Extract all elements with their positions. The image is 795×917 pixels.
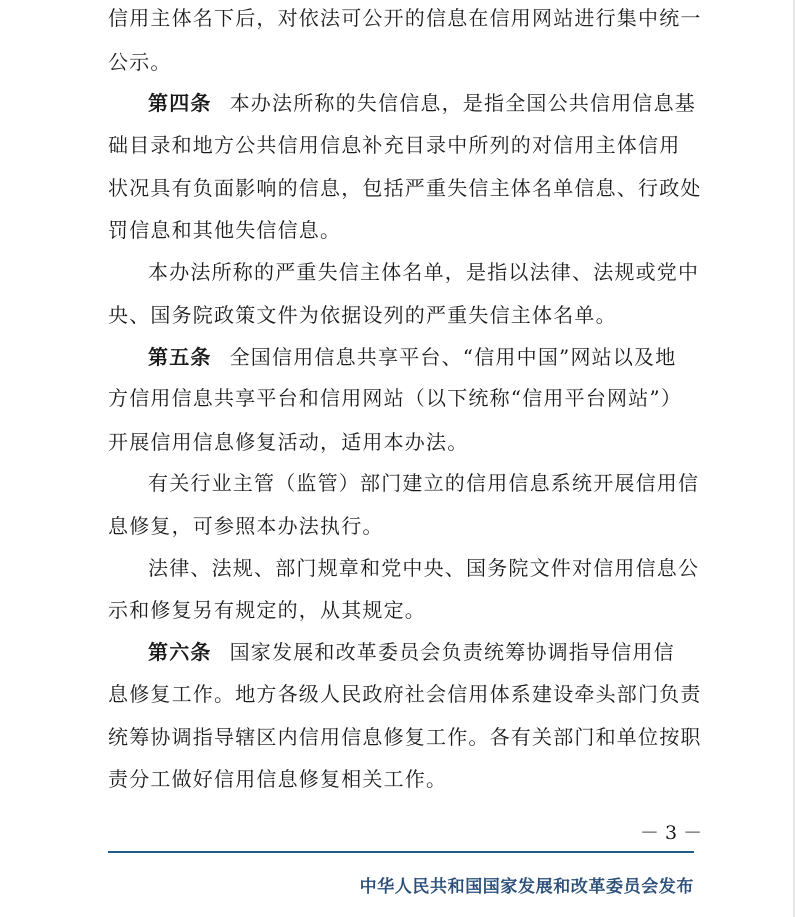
line-text: 责分工做好信用信息修复相关工作。 [108, 767, 448, 791]
text-line [108, 767, 447, 791]
line-text: 信用主体名下后，对依法可公开的信息在信用网站进行集中统一 [108, 6, 702, 30]
text-line [108, 682, 702, 706]
text-line [108, 176, 702, 200]
line-text: 罚信息和其他失信信息。 [108, 218, 342, 242]
text-line [108, 514, 384, 538]
line-text: 国家发展和改革委员会负责统筹协调指导信用信 [229, 640, 675, 664]
text-line [148, 471, 699, 495]
article-number: 第六条 [148, 640, 212, 664]
text-line [108, 430, 468, 454]
line-text: 息修复工作。地方各级人民政府社会信用体系建设牵头部门负责 [108, 682, 702, 706]
line-text: 全国信用信息共享平台、“信用中国”网站以及地 [229, 345, 677, 369]
line-text: 本办法所称的严重失信主体名单，是指以法律、法规或党中 [148, 260, 700, 284]
text-line [108, 598, 426, 622]
line-text: 本办法所称的失信信息，是指全国公共信用信息基 [229, 91, 697, 115]
article-heading-line [148, 91, 696, 115]
article-number: 第五条 [148, 345, 212, 369]
text-line [108, 218, 341, 242]
page-number: －3－ [640, 822, 709, 844]
line-text: 统筹协调指导辖区内信用信息修复工作。各有关部门和单位按职 [108, 725, 702, 749]
line-text: 方信用信息共享平台和信用网站（以下统称“信用平台网站”） [108, 386, 683, 410]
text-line [148, 260, 699, 284]
line-text: 开展信用信息修复活动，适用本办法。 [108, 430, 469, 454]
footer-publisher: 中华人民共和国国家发展和改革委员会发布 [359, 877, 694, 897]
article-heading-line [148, 345, 676, 369]
text-line [108, 386, 682, 410]
line-text: 础目录和地方公共信用信息补充目录中所列的对信用主体信用 [108, 133, 681, 157]
text-line [108, 50, 172, 74]
text-line [148, 556, 699, 580]
line-text: 息修复，可参照本办法执行。 [108, 514, 384, 538]
text-line [108, 725, 702, 749]
text-line [108, 133, 680, 157]
line-text: 法律、法规、部门规章和党中央、国务院文件对信用信息公 [148, 556, 700, 580]
line-text: 状况具有负面影响的信息，包括严重失信主体名单信息、行政处 [108, 176, 702, 200]
line-text: 示和修复另有规定的，从其规定。 [108, 598, 426, 622]
line-text: 央、国务院政策文件为依据设列的严重失信主体名单。 [108, 303, 617, 327]
line-text: 有关行业主管（监管）部门建立的信用信息系统开展信用信 [148, 471, 700, 495]
text-line [108, 303, 617, 327]
text-line [108, 6, 702, 30]
article-heading-line [148, 640, 675, 664]
article-number: 第四条 [148, 91, 212, 115]
footer-divider [108, 851, 694, 853]
line-text: 公示。 [108, 50, 172, 74]
